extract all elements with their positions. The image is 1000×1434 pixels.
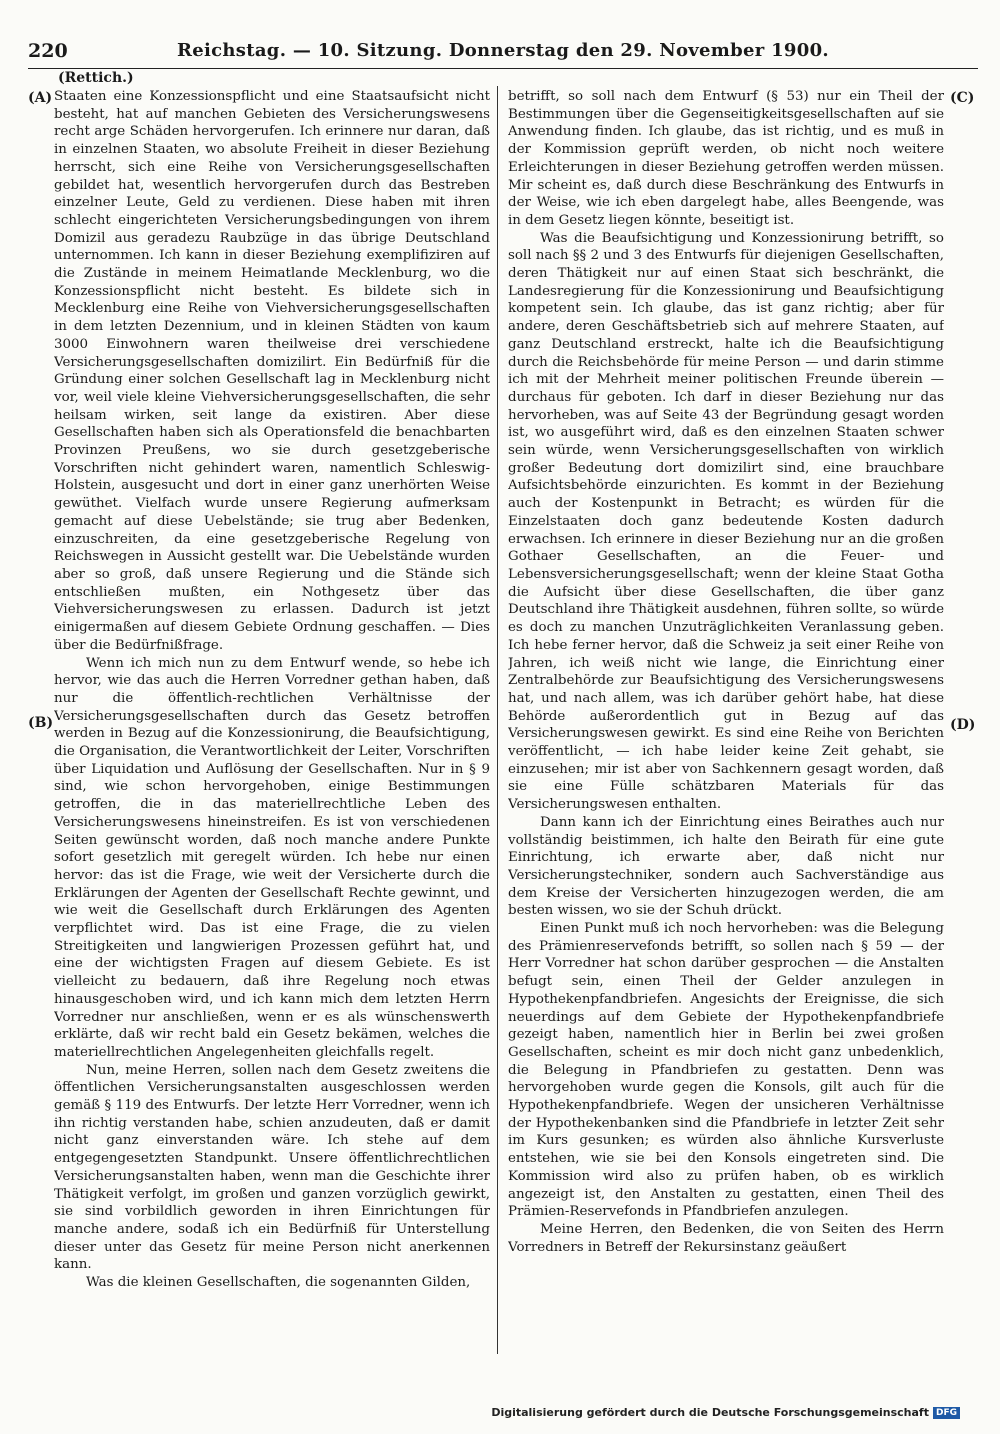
paragraph: Staaten eine Konzessionspflicht und eine Staatsaufsicht nicht besteht, hat auf manchen Gebieten des Versicherungswesens recht arge Schäden hervorgerufen. Ich erinnere nur daran, daß in einzelnen Staaten, wo absolute Freiheit in dieser Beziehung herrscht, sich eine Reihe von Versicherungsgesellschaften gebildet hat, wesentlich hervorgerufen durch das Bestreben einzelner Leute, Geld zu verdienen. Diese haben mit ihren schlecht eingerichteten Versicherungsbedingungen von ihrem Domizil aus geradezu Raubzüge in das übrige Deutschland unternommen. Ich kann in dieser Beziehung exemplifiziren auf die Zustände in meinem Heimatlande Mecklenburg, wo die Konzessionspflicht nicht besteht. Es bildete sich in Mecklenburg eine Reihe von Viehversicherungsgesellschaften in dem letzten Dezennium, und in kleinen Städten von kaum 3000 Einwohnern waren theilweise drei verschiedene Versicherungsgesellschaften domizilirt. Ein Bedürfniß für die Gründung einer solchen Gesellschaft lag in Mecklenburg nicht vor, weil viele kleine Viehversicherungsgesellschaften, die sehr heilsam wirken, seit lange da existiren. Aber diese Gesellschaften haben sich als Operationsfeld die benachbarten Provinzen Preußens, wo sie durch gesetzgeberische Vorschriften nicht gehindert waren, namentlich Schleswig-Holstein, ausgesucht und dort in einer ganz unerhörten Weise gewüthet. Vielfach wurde unsere Regierung aufmerksam gemacht auf diese Uebelstände; sie trug aber Bedenken, einzuschreiten, da eine gesetzgeberische Regelung von Reichswegen in Aussicht gestellt war. Die Uebelstände wurden aber so groß, daß unsere Regierung und die Stände sich entschließen mußten, ein Nothgesetz über das Viehversicherungswesen zu erlassen. Dadurch ist jetzt einigermaßen auf diesem Gebiete Ordnung geschaffen. — Dies über die Bedürfnißfrage.	[54, 89, 490, 653]
page-number: 220	[28, 40, 68, 62]
speaker-name: (Rettich.)	[58, 70, 134, 86]
dfg-logo: DFG	[933, 1407, 960, 1419]
left-column	[54, 88, 490, 1350]
margin-mark-c: (C)	[950, 90, 975, 106]
paragraph: betrifft, so soll nach dem Entwurf (§ 53) nur ein Theil der Bestimmungen über die Gegenseitigkeitsgesellschaften auf sie Anwendung finden. Ich glaube, das ist richtig, und es muß in der Kommission geprüft werden, ob nicht noch weitere Erleichterungen in dieser Beziehung getroffen werden müssen. Mir scheint es, daß durch diese Beschränkung des Entwurfs in der Weise, wie ich eben dargelegt habe, alles Beengende, was in dem Gesetz liegen könnte, beseitigt ist.	[508, 89, 944, 228]
credit-text: Digitalisierung gefördert durch die Deutsche Forschungsgemeinschaft	[491, 1406, 929, 1419]
column-divider	[497, 86, 498, 1354]
paragraph: Meine Herren, den Bedenken, die von Seiten des Herrn Vorredners in Betreff der Rekursinstanz geäußert	[508, 1222, 944, 1255]
paragraph: Wenn ich mich nun zu dem Entwurf wende, so hebe ich hervor, wie das auch die Herren Vorredner gethan haben, daß nur die öffentlich-rechtlichen Verhältnisse der Versicherungsgesellschaften durch das Gesetz betroffen werden in Bezug auf die Konzessionirung, die Beaufsichtigung, die Organisation, die Verantwortlichkeit der Leiter, Vorschriften über Liquidation und Auflösung der Gesellschaften. Nur in § 9 sind, wie schon hervorgehoben, einige Bestimmungen getroffen, die in das materiellrechtliche Leben des Versicherungswesens hineinstreifen. Es ist von verschiedenen Seiten gewünscht worden, daß noch manche andere Punkte sofort gesetzlich mit geregelt würden. Ich hebe nur einen hervor: das ist die Frage, wie weit der Versicherte durch die Erklärungen der Agenten der Gesellschaft Rechte gewinnt, und wie weit die Gesellschaft durch Erklärungen des Agenten verpflichtet wird. Das ist eine Frage, die zu vielen Streitigkeiten und langwierigen Prozessen geführt hat, und eine der wichtigsten Fragen auf diesem Gebiete. Es ist vielleicht zu bedauern, daß ihre Regelung noch etwas hinausgeschoben wird, und ich kann mich dem letzten Herrn Vorredner nur anschließen, wenn er es als wünschenswerth erklärte, daß wir recht bald ein Gesetz bekämen, welches die materiellrechtlichen Angelegenheiten gleichfalls regelt.	[54, 655, 490, 1060]
digitization-credit	[491, 1406, 960, 1419]
margin-mark-b: (B)	[28, 715, 54, 731]
paragraph: Was die kleinen Gesellschaften, die sogenannten Gilden,	[86, 1275, 471, 1291]
running-head: Reichstag. — 10. Sitzung. Donnerstag den 29. November 1900.	[177, 40, 829, 61]
margin-mark-d: (D)	[950, 717, 976, 733]
page-header	[28, 40, 978, 69]
paragraph: Einen Punkt muß ich noch hervorheben: was die Belegung des Prämienreservefonds betrifft, so sollen nach § 59 — der Herr Vorredner hat schon darüber gesprochen — die Anstalten befugt sein, einen Theil der Gelder anzulegen in Hypothekenpfandbriefen. Angesichts der Ereignisse, die sich neuerdings auf dem Gebiete der Hypothekenpfandbriefe gezeigt haben, namentlich hier in Berlin bei zwei großen Gesellschaften, scheint es mir doch nicht ganz unbedenklich, die Belegung in Pfandbriefen zu gestatten. Denn was hervorgehoben wurde gegen die Konsols, gilt auch für die Hypothekenpfandbriefe. Wegen der unsicheren Verhältnisse der Hypothekenbanken sind die Pfandbriefe in letzter Zeit sehr im Kurs gesunken; es würden also ähnliche Kursverluste entstehen, wie sie bei den Konsols eingetreten sind. Die Kommission wird also zu prüfen haben, ob es wirklich angezeigt ist, den Anstalten zu gestatten, einen Theil des Prämien-Reservefonds in Pfandbriefen anzulegen.	[508, 921, 944, 1220]
paragraph: Was die Beaufsichtigung und Konzessionirung betrifft, so soll nach §§ 2 und 3 des Entwurfs für diejenigen Gesellschaften, deren Thätigkeit nur auf einen Staat sich beschränkt, die Landesregierung für die Konzessionirung und Beaufsichtigung kompetent sein. Ich glaube, das ist ganz richtig; aber für andere, deren Geschäftsbetrieb sich auf mehrere Staaten, auf ganz Deutschland erstreckt, halte ich die Beaufsichtigung durch die Reichsbehörde für meine Person — und darin stimme ich mit der Mehrheit meiner politischen Freunde überein — durchaus für geboten. Ich darf in dieser Beziehung nur das hervorheben, was auf Seite 43 der Begründung gesagt worden ist, wo ausgeführt wird, daß es den einzelnen Staaten schwer sein würde, wenn Versicherungsgesellschaften von wirklich großer Bedeutung dort domizilirt sind, eine brauchbare Aufsichtsbehörde einzurichten. Es kommt in der Beziehung auch der Kostenpunkt in Betracht; es würden für die Einzelstaaten doch ganz bedeutende Kosten dadurch erwachsen. Ich erinnere in dieser Beziehung nur an die großen Gothaer Gesellschaften, an die Feuer- und Lebensversicherungsgesellschaft; wenn der kleine Staat Gotha die Aufsicht über diese Gesellschaften, die über ganz Deutschland ihre Thätigkeit ausdehnen, führen sollte, so würde es doch zu manchen Unzuträglichkeiten Veranlassung geben. Ich hebe ferner hervor, daß die Schweiz ja seit einer Reihe von Jahren, ich weiß nicht wie lange, die Einrichtung einer Zentralbehörde zur Beaufsichtigung des Versicherungswesens hat, und nach allem, was ich darüber gehört habe, hat diese Behörde außerordentlich gut in Bezug auf das Versicherungswesen gewirkt. Es sind eine Reihe von Berichten veröffentlicht, — ich habe leider keine Zeit gehabt, sie einzusehen; mir ist aber von Sachkennern gesagt worden, daß sie eine Fülle schätzbaren Materials für das Versicherungswesen enthalten.	[508, 230, 944, 813]
margin-mark-a: (A)	[28, 90, 53, 106]
paragraph: Dann kann ich der Einrichtung eines Beirathes auch nur vollständig beistimmen, ich halte den Beirath für eine gute Einrichtung, ich erwarte aber, daß nicht nur Versicherungstechniker, sondern auch Sachverständige aus dem Kreise der Versicherten hinzugezogen werden, die am besten wissen, wo sie der Schuh drückt.	[508, 814, 944, 919]
paragraph: Nun, meine Herren, sollen nach dem Gesetz zweitens die öffentlichen Versicherungsanstalten ausgeschlossen werden gemäß § 119 des Entwurfs. Der letzte Herr Vorredner, wenn ich ihn richtig verstanden habe, schien anzudeuten, daß er damit nicht ganz einverstanden wäre. Ich stehe auf dem entgegengesetzten Standpunkt. Unsere öffentlichrechtlichen Versicherungsanstalten haben, wenn man die Geschichte ihrer Thätigkeit verfolgt, im großen und ganzen vorzüglich gewirkt, sie sind vorbildlich geworden in ihren Einrichtungen für manche andere, sodaß ich ein Bedürfniß für Unterstellung dieser unter das Gesetz für meine Person nicht anerkennen kann.	[54, 1062, 490, 1273]
right-column	[508, 88, 944, 1350]
